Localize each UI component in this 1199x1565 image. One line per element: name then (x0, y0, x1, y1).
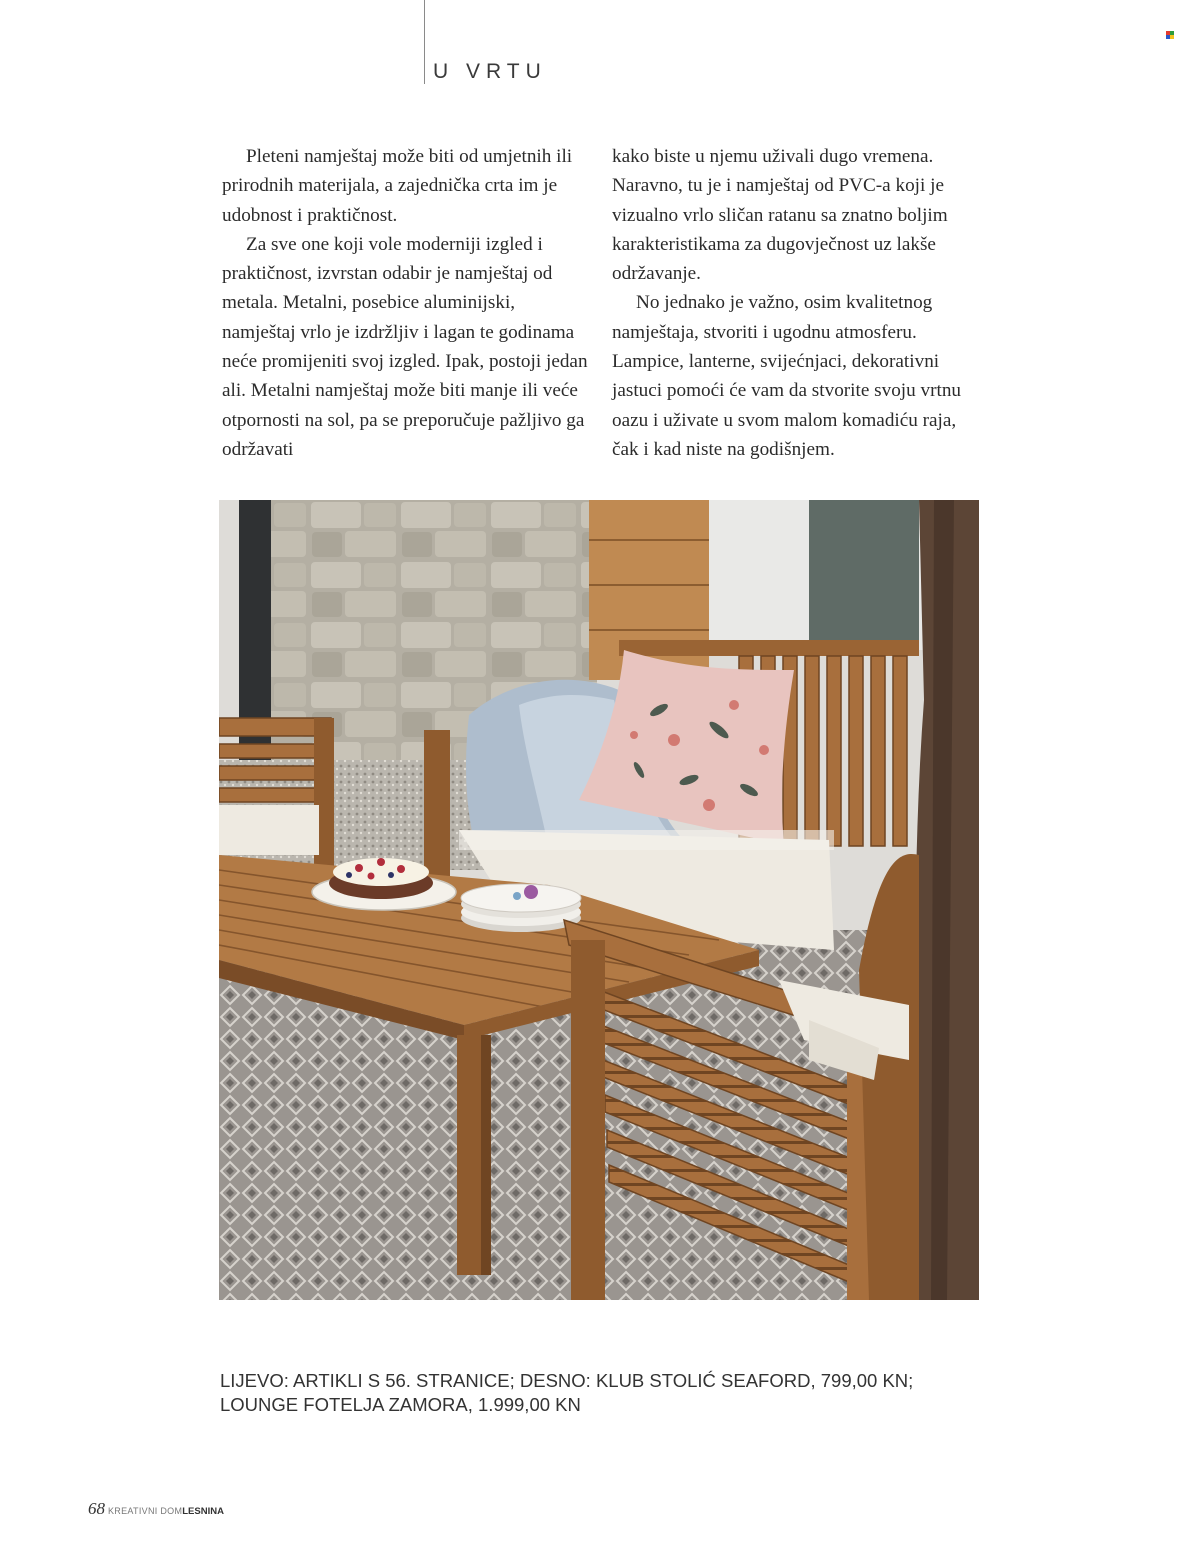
article-paragraph: kako biste u njemu uživali dugo vremena. Naravno, tu je i namještaj od PVC-a koji je vizualno vrlo sličan ratanu sa znatno boljim karakteristikama za dugovječnost uz lakše održavanje. (612, 146, 948, 285)
article-paragraph: Za sve one koji vole moderniji izgled i praktičnost, izvrstan odabir je namještaj od metala. Metalni, posebice aluminijski, namještaj vrlo je izdržljiv i lagan te godinama neće promijeniti svoj izgled. Ipak, postoji jedan ali. Metalni namještaj može biti manje ili veće otpornosti na sol, pa se preporučuje pažljivo ga održavati (222, 233, 588, 460)
article-paragraph: No jednako je važno, osim kvalitetnog namještaja, stvoriti i ugodnu atmosferu. Lampice, lanterne, svijećnjaci, dekorativni jastuci pomoći će vam da stvorite svoju vrtnu oazu i uživate u svom malom komadiću raja, čak i kad niste na godišnjem. (612, 292, 962, 460)
article-column-right (612, 142, 984, 464)
magazine-name: KREATIVNI DOM (108, 1506, 183, 1516)
brand-logo-text: LESNINA (182, 1506, 224, 1517)
section-divider-line (424, 0, 425, 84)
page-footer (88, 1499, 224, 1519)
article-column-left (222, 142, 592, 464)
garden-furniture-photo (219, 500, 979, 1300)
article-paragraph: Pleteni namještaj može biti od umjetnih ili prirodnih materijala, a zajednička crta im je udobnost i praktičnost. (222, 146, 573, 226)
color-registration-mark (1166, 31, 1174, 39)
photo-caption: LIJEVO: ARTIKLI S 56. STRANICE; DESNO: KLUB STOLIĆ SEAFORD, 799,00 KN; LOUNGE FOTELJA ZAMORA, 1.999,00 KN (220, 1370, 914, 1415)
section-title: U VRTU (433, 60, 547, 83)
page-number: 68 (88, 1499, 105, 1518)
